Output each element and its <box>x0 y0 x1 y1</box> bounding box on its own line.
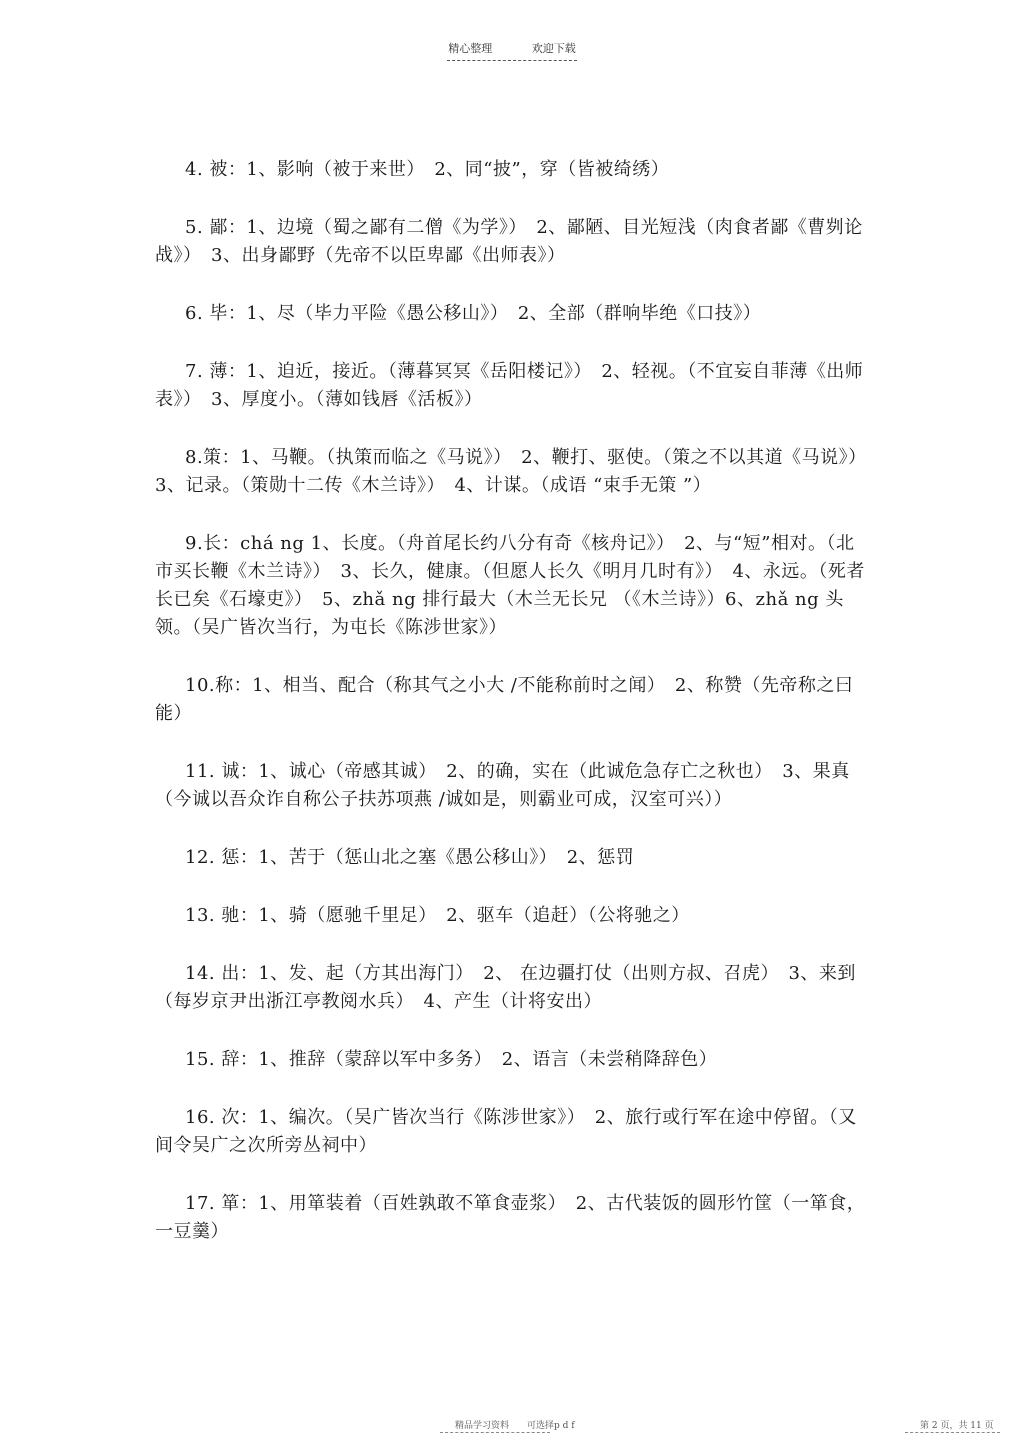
entry-17: 17. 箪：1、用箪装着（百姓孰敢不箪食壶浆） 2、古代装饭的圆形竹筐（一箪食，一豆羹） <box>155 1193 866 1242</box>
header-divider <box>447 60 577 61</box>
entry-14: 14. 出：1、发、起（方其出海门） 2、 在边疆打仗（出则方叔、召虎） 3、来到（每岁京尹出浙江亭教阅水兵） 4、产生（计将安出） <box>155 963 856 1012</box>
entry-6: 6. 毕：1、尽（毕力平险《愚公移山》） 2、全部（群响毕绝《口技》） <box>185 303 762 324</box>
entry-13: 13. 驰：1、骑（愿驰千里足） 2、驱车（追赶）（公将驰之） <box>185 905 690 926</box>
entry-9: 9.长：chá ng 1、长度。（舟首尾长约八分有奇《核舟记》） 2、与“短”相对。（北市买长鞭《木兰诗》） 3、长久，健康。（但愿人长久《明月几时有》） 4、永远。（死者长已矣《石壕吏》） 5、zhǎ ng 排行最大（木兰无长兄 （《木兰诗》）6、zhǎ ng 头领。（吴广皆次当行，为屯长《陈涉世家》） <box>155 533 865 638</box>
entry-15: 15. 辞：1、推辞（蒙辞以军中多务） 2、语言（未尝稍降辞色） <box>185 1049 718 1070</box>
footer-divider-left <box>440 1432 550 1433</box>
header-right-text: 欢迎下载 <box>531 42 576 55</box>
entry-16: 16. 次：1、编次。（吴广皆次当行《陈涉世家》） 2、旅行或行军在途中停留。（又间令吴广之次所旁丛祠中） <box>155 1107 857 1156</box>
entry-8: 8.策：1、马鞭。（执策而临之《马说》） 2、鞭打、驱使。（策之不以其道《马说》） 3、记录。（策勋十二传《木兰诗》） 4、计谋。（成语 “束手无策 ”） <box>155 447 877 496</box>
entry-10: 10.称：1、相当、配合（称其气之小大 /不能称前时之闻） 2、称赞（先帝称之曰能） <box>155 675 854 724</box>
entry-4: 4. 被：1、影响（被于来世） 2、同“披”，穿（皆被绮绣） <box>185 159 670 180</box>
footer-page-number: 第 2 页，共 11 页 <box>920 1421 994 1431</box>
entry-7: 7. 薄：1、迫近，接近。（薄暮冥冥《岳阳楼记》） 2、轻视。（不宜妄自菲薄《出师表》） 3、厚度小。（薄如钱唇《活板》） <box>155 361 864 410</box>
document-body <box>155 156 877 1276</box>
header-left-text: 精心整理 <box>448 42 493 55</box>
entry-5: 5. 鄙：1、边境（蜀之鄙有二僧《为学》） 2、鄙陋、目光短浅（肉食者鄙《曹刿论战》） 3、出身鄙野（先帝不以臣卑鄙《出师表》） <box>155 217 863 266</box>
entry-12: 12. 惩：1、苦于（惩山北之塞《愚公移山》） 2、惩罚 <box>185 847 635 868</box>
footer-divider-right <box>905 1432 1000 1433</box>
page-header <box>0 40 1024 56</box>
footer-left-text: 精品学习资料 可选择p d f <box>455 1421 575 1431</box>
entry-11: 11. 诚：1、诚心（帝感其诚） 2、的确，实在（此诚危急存亡之秋也） 3、果真（今诚以吾众诈自称公子扶苏项燕 /诚如是，则霸业可成，汉室可兴）） <box>155 761 850 810</box>
